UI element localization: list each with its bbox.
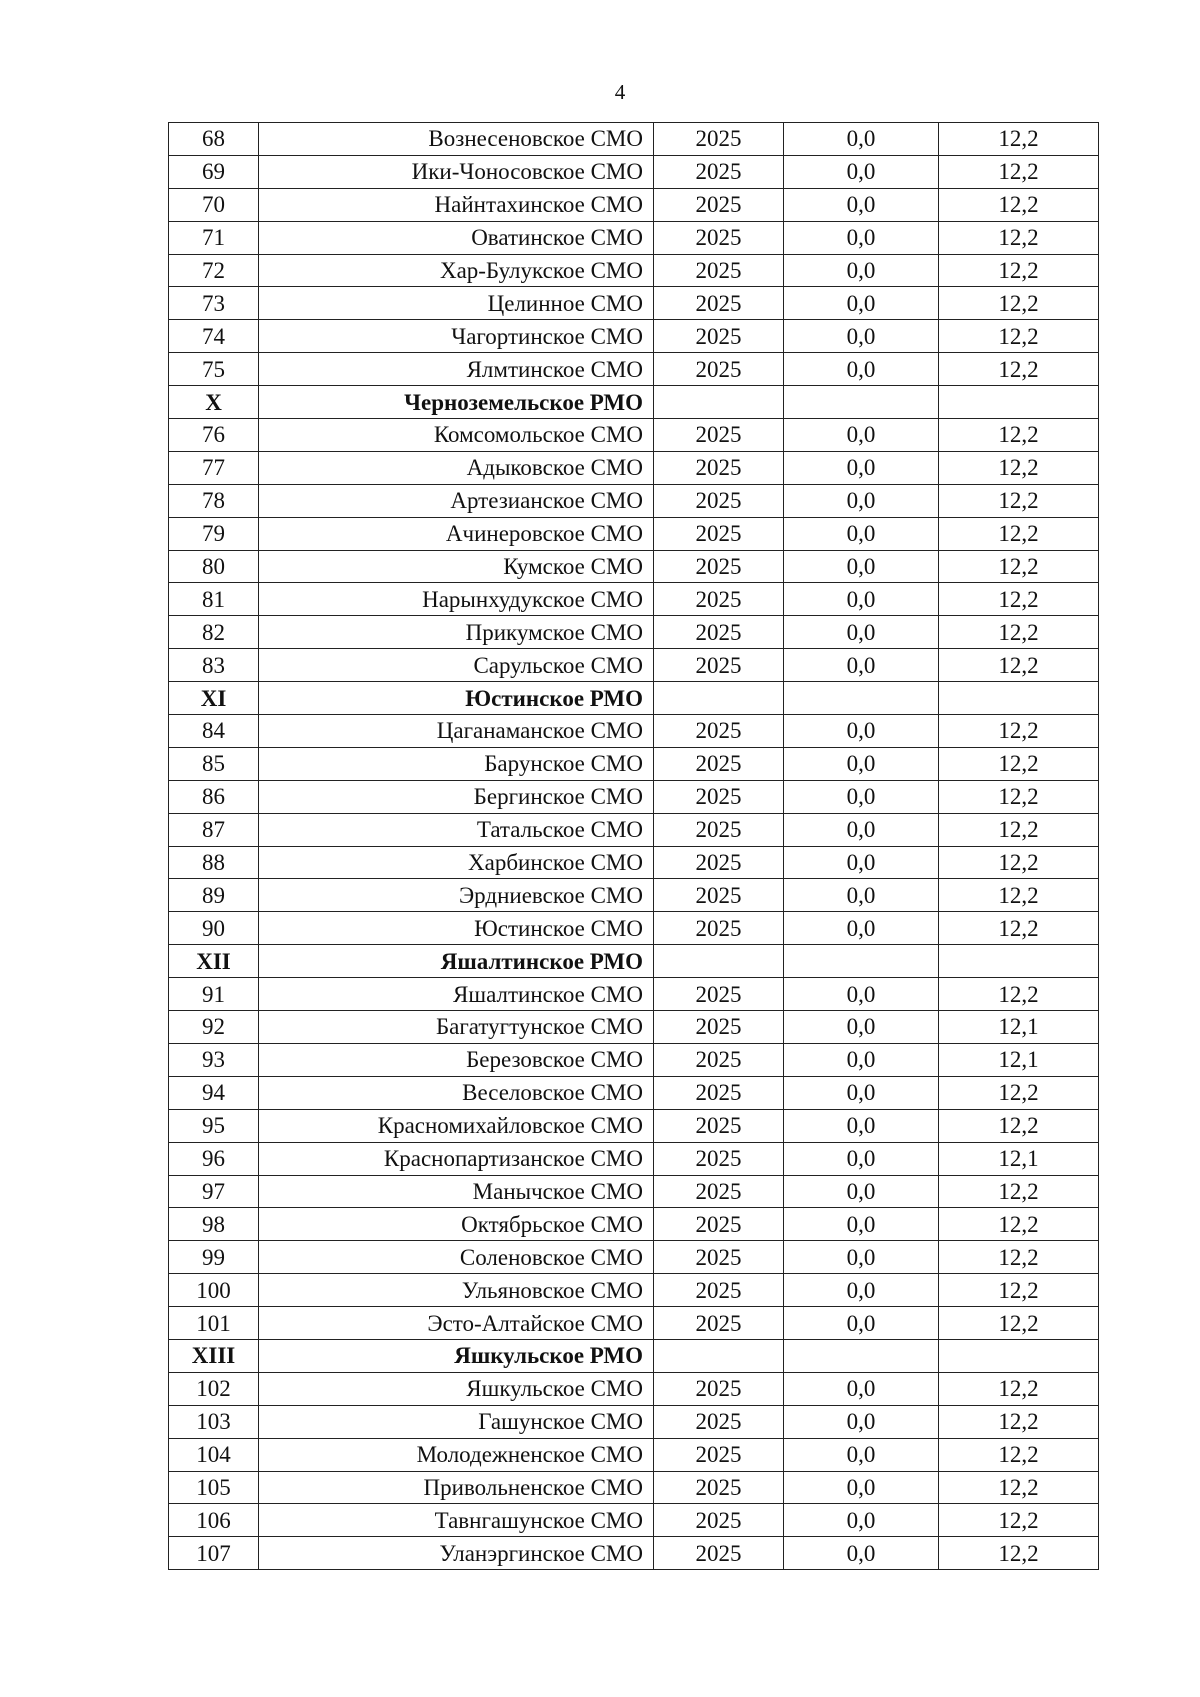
table-row: [169, 123, 1099, 156]
row-value-1: 0,0: [784, 221, 939, 254]
table-row: [169, 715, 1099, 748]
row-value-1: [784, 682, 939, 715]
table-row: [169, 1372, 1099, 1405]
row-number: 74: [169, 320, 259, 353]
row-value-1: 0,0: [784, 846, 939, 879]
row-year: [654, 945, 784, 978]
table-row: [169, 1471, 1099, 1504]
section-row: [169, 1339, 1099, 1372]
row-number: 102: [169, 1372, 259, 1405]
row-year: [654, 386, 784, 419]
row-number: 94: [169, 1076, 259, 1109]
row-year: 2025: [654, 747, 784, 780]
row-number: X: [169, 386, 259, 419]
table-row: [169, 1537, 1099, 1570]
table-row: [169, 978, 1099, 1011]
row-number: 84: [169, 715, 259, 748]
row-year: 2025: [654, 254, 784, 287]
row-value-2: 12,2: [939, 583, 1099, 616]
municipalities-table: [168, 122, 1099, 1570]
row-value-2: 12,2: [939, 1076, 1099, 1109]
row-number: 97: [169, 1175, 259, 1208]
row-name: Уланэргинское СМО: [259, 1537, 654, 1570]
row-value-2: [939, 682, 1099, 715]
row-name: Юстинское РМО: [259, 682, 654, 715]
row-value-1: 0,0: [784, 155, 939, 188]
row-value-2: 12,2: [939, 1307, 1099, 1340]
row-value-2: 12,2: [939, 912, 1099, 945]
row-year: 2025: [654, 550, 784, 583]
row-value-1: 0,0: [784, 1142, 939, 1175]
row-name: Барунское СМО: [259, 747, 654, 780]
row-number: 68: [169, 123, 259, 156]
row-year: 2025: [654, 221, 784, 254]
table-row: [169, 1307, 1099, 1340]
row-value-2: 12,2: [939, 254, 1099, 287]
row-name: Целинное СМО: [259, 287, 654, 320]
row-year: 2025: [654, 1274, 784, 1307]
row-name: Ачинеровское СМО: [259, 517, 654, 550]
row-value-2: 12,2: [939, 616, 1099, 649]
row-year: 2025: [654, 1405, 784, 1438]
row-value-2: 12,1: [939, 1142, 1099, 1175]
row-value-2: 12,2: [939, 813, 1099, 846]
row-year: [654, 682, 784, 715]
row-value-2: 12,2: [939, 517, 1099, 550]
row-number: 86: [169, 780, 259, 813]
table-row: [169, 813, 1099, 846]
table-row: [169, 616, 1099, 649]
row-name: Эсто-Алтайское СМО: [259, 1307, 654, 1340]
row-value-1: 0,0: [784, 1438, 939, 1471]
row-value-1: 0,0: [784, 715, 939, 748]
row-number: 96: [169, 1142, 259, 1175]
row-number: 104: [169, 1438, 259, 1471]
row-number: 73: [169, 287, 259, 320]
row-value-1: 0,0: [784, 1043, 939, 1076]
table-row: [169, 517, 1099, 550]
row-name: Тавнгашунское СМО: [259, 1504, 654, 1537]
row-value-1: 0,0: [784, 1471, 939, 1504]
row-name: Чагортинское СМО: [259, 320, 654, 353]
row-number: 90: [169, 912, 259, 945]
row-value-2: 12,2: [939, 1471, 1099, 1504]
row-name: Эрдниевское СМО: [259, 879, 654, 912]
row-value-1: 0,0: [784, 287, 939, 320]
row-value-1: [784, 945, 939, 978]
row-value-2: 12,2: [939, 419, 1099, 452]
table-row: [169, 353, 1099, 386]
row-name: Привольненское СМО: [259, 1471, 654, 1504]
row-year: 2025: [654, 978, 784, 1011]
row-name: Гашунское СМО: [259, 1405, 654, 1438]
section-row: [169, 682, 1099, 715]
row-name: Цаганаманское СМО: [259, 715, 654, 748]
row-value-1: 0,0: [784, 517, 939, 550]
section-row: [169, 386, 1099, 419]
row-year: 2025: [654, 484, 784, 517]
row-number: 72: [169, 254, 259, 287]
table-row: [169, 451, 1099, 484]
row-name: Комсомольское СМО: [259, 419, 654, 452]
row-name: Краснопартизанское СМО: [259, 1142, 654, 1175]
row-name: Яшалтинское РМО: [259, 945, 654, 978]
row-value-2: 12,2: [939, 1504, 1099, 1537]
row-value-1: 0,0: [784, 583, 939, 616]
row-value-2: 12,2: [939, 1241, 1099, 1274]
row-value-2: 12,2: [939, 1438, 1099, 1471]
row-number: 92: [169, 1011, 259, 1044]
row-name: Артезианское СМО: [259, 484, 654, 517]
table-row: [169, 1109, 1099, 1142]
table-row: [169, 254, 1099, 287]
row-value-2: [939, 386, 1099, 419]
row-value-2: 12,1: [939, 1011, 1099, 1044]
row-value-1: 0,0: [784, 616, 939, 649]
row-value-2: 12,2: [939, 188, 1099, 221]
row-name: Багатугтунское СМО: [259, 1011, 654, 1044]
row-year: 2025: [654, 1011, 784, 1044]
row-year: 2025: [654, 1109, 784, 1142]
row-value-1: 0,0: [784, 419, 939, 452]
row-year: 2025: [654, 616, 784, 649]
row-year: 2025: [654, 517, 784, 550]
table-row: [169, 879, 1099, 912]
row-value-2: [939, 1339, 1099, 1372]
row-number: 105: [169, 1471, 259, 1504]
row-year: 2025: [654, 1076, 784, 1109]
row-number: 103: [169, 1405, 259, 1438]
row-value-2: 12,2: [939, 846, 1099, 879]
row-name: Кумское СМО: [259, 550, 654, 583]
row-value-1: 0,0: [784, 1504, 939, 1537]
row-name: Адыковское СМО: [259, 451, 654, 484]
row-number: 93: [169, 1043, 259, 1076]
row-year: 2025: [654, 123, 784, 156]
row-name: Яшкульское РМО: [259, 1339, 654, 1372]
table-row: [169, 550, 1099, 583]
row-value-2: 12,2: [939, 1405, 1099, 1438]
row-year: 2025: [654, 155, 784, 188]
table-row: [169, 1208, 1099, 1241]
row-year: 2025: [654, 1208, 784, 1241]
row-year: 2025: [654, 813, 784, 846]
row-year: 2025: [654, 649, 784, 682]
row-value-1: 0,0: [784, 1405, 939, 1438]
row-year: 2025: [654, 912, 784, 945]
row-value-2: 12,2: [939, 155, 1099, 188]
table-row: [169, 846, 1099, 879]
row-year: 2025: [654, 583, 784, 616]
row-value-2: [939, 945, 1099, 978]
table-row: [169, 1043, 1099, 1076]
row-name: Хар-Булукское СМО: [259, 254, 654, 287]
row-value-2: 12,2: [939, 550, 1099, 583]
row-value-2: 12,2: [939, 320, 1099, 353]
row-year: 2025: [654, 846, 784, 879]
row-name: Веселовское СМО: [259, 1076, 654, 1109]
row-value-1: 0,0: [784, 123, 939, 156]
row-name: Красномихайловское СМО: [259, 1109, 654, 1142]
section-row: [169, 945, 1099, 978]
row-value-2: 12,2: [939, 747, 1099, 780]
row-number: XI: [169, 682, 259, 715]
row-year: 2025: [654, 1241, 784, 1274]
table-row: [169, 1011, 1099, 1044]
row-value-1: 0,0: [784, 484, 939, 517]
row-value-1: 0,0: [784, 1372, 939, 1405]
row-value-1: 0,0: [784, 1307, 939, 1340]
row-value-1: [784, 386, 939, 419]
table-row: [169, 484, 1099, 517]
row-name: Вознесеновское СМО: [259, 123, 654, 156]
row-year: 2025: [654, 1307, 784, 1340]
row-number: 77: [169, 451, 259, 484]
row-name: Яшалтинское СМО: [259, 978, 654, 1011]
row-number: 87: [169, 813, 259, 846]
row-name: Бергинское СМО: [259, 780, 654, 813]
row-number: 95: [169, 1109, 259, 1142]
table-row: [169, 583, 1099, 616]
row-value-2: 12,2: [939, 1372, 1099, 1405]
row-year: 2025: [654, 1471, 784, 1504]
row-name: Юстинское СМО: [259, 912, 654, 945]
row-number: 81: [169, 583, 259, 616]
row-name: Нарынхудукское СМО: [259, 583, 654, 616]
row-value-2: 12,2: [939, 1208, 1099, 1241]
row-number: 80: [169, 550, 259, 583]
row-value-2: 12,2: [939, 484, 1099, 517]
row-number: XIII: [169, 1339, 259, 1372]
row-value-1: 0,0: [784, 1109, 939, 1142]
table-row: [169, 780, 1099, 813]
row-year: 2025: [654, 188, 784, 221]
row-value-1: 0,0: [784, 1208, 939, 1241]
row-number: 101: [169, 1307, 259, 1340]
table-row: [169, 155, 1099, 188]
row-year: 2025: [654, 715, 784, 748]
row-value-1: 0,0: [784, 1537, 939, 1570]
row-value-1: [784, 1339, 939, 1372]
row-name: Татальское СМО: [259, 813, 654, 846]
row-name: Ульяновское СМО: [259, 1274, 654, 1307]
row-value-1: 0,0: [784, 188, 939, 221]
row-number: 70: [169, 188, 259, 221]
table-row: [169, 1241, 1099, 1274]
row-number: 91: [169, 978, 259, 1011]
row-name: Найнтахинское СМО: [259, 188, 654, 221]
row-year: 2025: [654, 1372, 784, 1405]
row-year: 2025: [654, 780, 784, 813]
row-value-1: 0,0: [784, 978, 939, 1011]
row-year: 2025: [654, 419, 784, 452]
row-name: Соленовское СМО: [259, 1241, 654, 1274]
row-value-2: 12,2: [939, 221, 1099, 254]
row-value-2: 12,1: [939, 1043, 1099, 1076]
row-number: 100: [169, 1274, 259, 1307]
row-number: 98: [169, 1208, 259, 1241]
row-value-2: 12,2: [939, 1274, 1099, 1307]
row-value-2: 12,2: [939, 879, 1099, 912]
row-number: XII: [169, 945, 259, 978]
row-year: 2025: [654, 1438, 784, 1471]
row-value-1: 0,0: [784, 879, 939, 912]
row-name: Оватинское СМО: [259, 221, 654, 254]
row-value-2: 12,2: [939, 1175, 1099, 1208]
row-name: Молодежненское СМО: [259, 1438, 654, 1471]
row-name: Сарульское СМО: [259, 649, 654, 682]
row-value-2: 12,2: [939, 715, 1099, 748]
row-name: Ики-Чоносовское СМО: [259, 155, 654, 188]
row-value-1: 0,0: [784, 649, 939, 682]
row-year: 2025: [654, 320, 784, 353]
row-value-1: 0,0: [784, 1241, 939, 1274]
row-number: 99: [169, 1241, 259, 1274]
row-number: 75: [169, 353, 259, 386]
row-value-2: 12,2: [939, 780, 1099, 813]
row-value-1: 0,0: [784, 1175, 939, 1208]
row-year: 2025: [654, 353, 784, 386]
row-value-2: 12,2: [939, 353, 1099, 386]
row-name: Октябрьское СМО: [259, 1208, 654, 1241]
row-value-2: 12,2: [939, 978, 1099, 1011]
row-value-2: 12,2: [939, 287, 1099, 320]
row-year: [654, 1339, 784, 1372]
table-row: [169, 1175, 1099, 1208]
row-value-1: 0,0: [784, 1011, 939, 1044]
row-number: 107: [169, 1537, 259, 1570]
row-value-2: 12,2: [939, 649, 1099, 682]
row-year: 2025: [654, 1142, 784, 1175]
row-name: Манычское СМО: [259, 1175, 654, 1208]
row-year: 2025: [654, 1043, 784, 1076]
row-value-2: 12,2: [939, 123, 1099, 156]
row-year: 2025: [654, 451, 784, 484]
table-row: [169, 419, 1099, 452]
row-value-1: 0,0: [784, 353, 939, 386]
row-number: 79: [169, 517, 259, 550]
row-value-1: 0,0: [784, 1274, 939, 1307]
table-row: [169, 1076, 1099, 1109]
row-value-1: 0,0: [784, 451, 939, 484]
row-number: 78: [169, 484, 259, 517]
table-row: [169, 1274, 1099, 1307]
row-value-1: 0,0: [784, 912, 939, 945]
table-row: [169, 747, 1099, 780]
row-name: Березовское СМО: [259, 1043, 654, 1076]
row-value-2: 12,2: [939, 1537, 1099, 1570]
table-row: [169, 912, 1099, 945]
row-name: Яшкульское СМО: [259, 1372, 654, 1405]
table-row: [169, 320, 1099, 353]
row-value-1: 0,0: [784, 550, 939, 583]
row-name: Черноземельское РМО: [259, 386, 654, 419]
row-number: 71: [169, 221, 259, 254]
row-number: 82: [169, 616, 259, 649]
row-year: 2025: [654, 879, 784, 912]
row-year: 2025: [654, 1504, 784, 1537]
row-year: 2025: [654, 287, 784, 320]
table-row: [169, 1142, 1099, 1175]
table-body: [169, 123, 1099, 1570]
row-number: 106: [169, 1504, 259, 1537]
row-value-1: 0,0: [784, 254, 939, 287]
row-value-1: 0,0: [784, 780, 939, 813]
row-year: 2025: [654, 1537, 784, 1570]
table-row: [169, 1438, 1099, 1471]
row-number: 85: [169, 747, 259, 780]
table-row: [169, 1504, 1099, 1537]
row-value-2: 12,2: [939, 1109, 1099, 1142]
row-value-1: 0,0: [784, 320, 939, 353]
row-number: 88: [169, 846, 259, 879]
row-number: 69: [169, 155, 259, 188]
table-row: [169, 287, 1099, 320]
row-number: 83: [169, 649, 259, 682]
row-value-1: 0,0: [784, 813, 939, 846]
row-name: Ялмтинское СМО: [259, 353, 654, 386]
table-row: [169, 1405, 1099, 1438]
row-name: Прикумское СМО: [259, 616, 654, 649]
row-value-1: 0,0: [784, 747, 939, 780]
table-row: [169, 221, 1099, 254]
row-value-2: 12,2: [939, 451, 1099, 484]
table-row: [169, 188, 1099, 221]
row-number: 89: [169, 879, 259, 912]
row-number: 76: [169, 419, 259, 452]
row-name: Харбинское СМО: [259, 846, 654, 879]
row-year: 2025: [654, 1175, 784, 1208]
table-row: [169, 649, 1099, 682]
row-value-1: 0,0: [784, 1076, 939, 1109]
page-number: 4: [614, 80, 626, 104]
